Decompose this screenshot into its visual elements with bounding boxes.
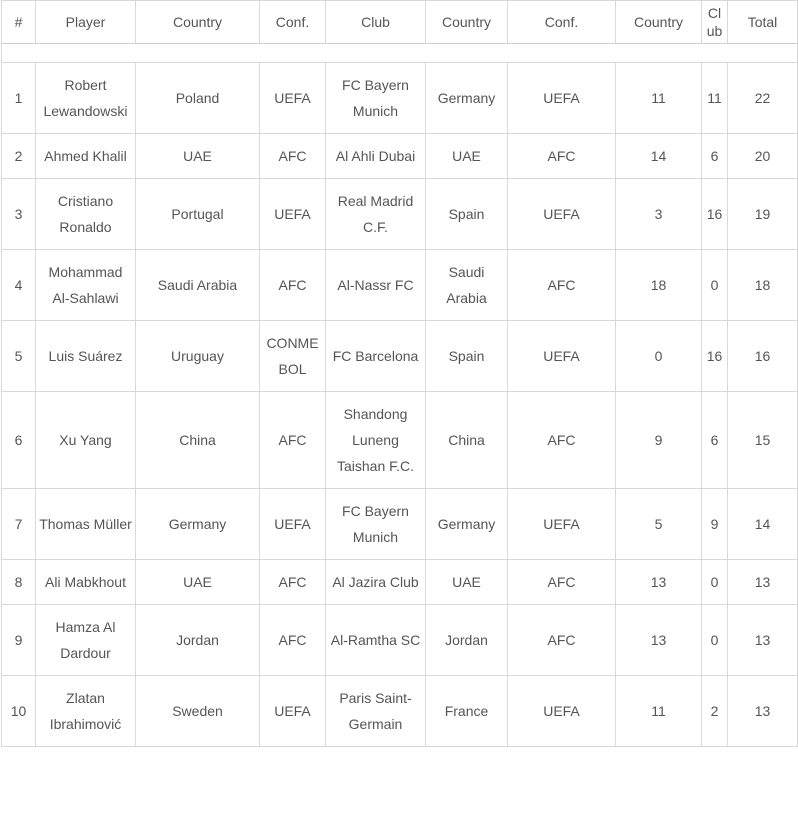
cell-club: Al-Nassr FC [326, 250, 426, 321]
cell-country: Uruguay [136, 321, 260, 392]
spacer-row [2, 44, 798, 63]
cell-player: Cristiano Ronaldo [36, 179, 136, 250]
cell-conf: UEFA [260, 63, 326, 134]
cell-total: 18 [728, 250, 798, 321]
header-row [2, 1, 798, 44]
table-header [2, 1, 798, 44]
table-body [2, 44, 798, 747]
table-row [2, 605, 798, 676]
cell-player: Hamza Al Dardour [36, 605, 136, 676]
cell-club: FC Bayern Munich [326, 489, 426, 560]
cell-club-conf: UEFA [508, 63, 616, 134]
cell-club-conf: UEFA [508, 179, 616, 250]
header-club-country: Country [426, 1, 508, 44]
cell-goals-club: 0 [702, 250, 728, 321]
table-row [2, 250, 798, 321]
cell-club: FC Barcelona [326, 321, 426, 392]
cell-country: China [136, 392, 260, 489]
header-country: Country [136, 1, 260, 44]
cell-goals-country: 14 [616, 134, 702, 179]
cell-conf: AFC [260, 605, 326, 676]
cell-club-country: France [426, 676, 508, 747]
cell-goals-club: 0 [702, 605, 728, 676]
cell-club-country: Spain [426, 179, 508, 250]
cell-club-conf: AFC [508, 250, 616, 321]
header-rank: # [2, 1, 36, 44]
cell-club-conf: AFC [508, 134, 616, 179]
cell-country: UAE [136, 134, 260, 179]
table-row [2, 560, 798, 605]
cell-club-country: Germany [426, 489, 508, 560]
cell-club: Al Ahli Dubai [326, 134, 426, 179]
cell-player: Ahmed Khalil [36, 134, 136, 179]
cell-goals-country: 9 [616, 392, 702, 489]
cell-rank: 2 [2, 134, 36, 179]
cell-player: Ali Mabkhout [36, 560, 136, 605]
cell-rank: 4 [2, 250, 36, 321]
cell-goals-country: 13 [616, 560, 702, 605]
cell-goals-club: 6 [702, 134, 728, 179]
cell-player: Mohammad Al-Sahlawi [36, 250, 136, 321]
cell-player: Robert Lewandowski [36, 63, 136, 134]
cell-rank: 7 [2, 489, 36, 560]
cell-club: Paris Saint-Germain [326, 676, 426, 747]
table-row [2, 489, 798, 560]
cell-conf: UEFA [260, 179, 326, 250]
table-row [2, 63, 798, 134]
header-club: Club [326, 1, 426, 44]
cell-club-conf: UEFA [508, 676, 616, 747]
cell-goals-country: 11 [616, 63, 702, 134]
cell-player: Zlatan Ibrahimović [36, 676, 136, 747]
cell-total: 20 [728, 134, 798, 179]
top-scorers-table [1, 0, 798, 747]
cell-club-conf: AFC [508, 560, 616, 605]
header-total: Total [728, 1, 798, 44]
table-row [2, 179, 798, 250]
cell-club-country: Saudi Arabia [426, 250, 508, 321]
cell-conf: AFC [260, 392, 326, 489]
cell-country: Jordan [136, 605, 260, 676]
cell-club: Shandong Luneng Taishan F.C. [326, 392, 426, 489]
cell-goals-country: 18 [616, 250, 702, 321]
cell-club-conf: UEFA [508, 321, 616, 392]
table-row [2, 134, 798, 179]
cell-total: 14 [728, 489, 798, 560]
cell-goals-club: 11 [702, 63, 728, 134]
cell-club-country: Germany [426, 63, 508, 134]
cell-club-country: UAE [426, 134, 508, 179]
cell-goals-country: 13 [616, 605, 702, 676]
cell-country: Germany [136, 489, 260, 560]
header-club-conf: Conf. [508, 1, 616, 44]
cell-rank: 8 [2, 560, 36, 605]
header-player: Player [36, 1, 136, 44]
cell-rank: 9 [2, 605, 36, 676]
cell-total: 16 [728, 321, 798, 392]
cell-rank: 1 [2, 63, 36, 134]
cell-goals-country: 5 [616, 489, 702, 560]
cell-club-conf: AFC [508, 392, 616, 489]
cell-club: FC Bayern Munich [326, 63, 426, 134]
spacer-cell [2, 44, 798, 63]
cell-total: 13 [728, 605, 798, 676]
cell-player: Xu Yang [36, 392, 136, 489]
header-conf: Conf. [260, 1, 326, 44]
cell-goals-country: 3 [616, 179, 702, 250]
cell-goals-club: 0 [702, 560, 728, 605]
cell-club-conf: AFC [508, 605, 616, 676]
cell-country: UAE [136, 560, 260, 605]
cell-goals-country: 0 [616, 321, 702, 392]
cell-club-country: Spain [426, 321, 508, 392]
cell-player: Luis Suárez [36, 321, 136, 392]
cell-conf: AFC [260, 250, 326, 321]
cell-goals-country: 11 [616, 676, 702, 747]
cell-country: Portugal [136, 179, 260, 250]
cell-club: Real Madrid C.F. [326, 179, 426, 250]
cell-club-country: Jordan [426, 605, 508, 676]
cell-conf: AFC [260, 134, 326, 179]
cell-rank: 10 [2, 676, 36, 747]
cell-goals-club: 9 [702, 489, 728, 560]
header-goals-country: Country [616, 1, 702, 44]
cell-country: Poland [136, 63, 260, 134]
cell-club: Al-Ramtha SC [326, 605, 426, 676]
cell-club: Al Jazira Club [326, 560, 426, 605]
cell-total: 13 [728, 676, 798, 747]
cell-country: Sweden [136, 676, 260, 747]
cell-conf: CONMEBOL [260, 321, 326, 392]
cell-player: Thomas Müller [36, 489, 136, 560]
cell-club-country: UAE [426, 560, 508, 605]
cell-rank: 5 [2, 321, 36, 392]
cell-country: Saudi Arabia [136, 250, 260, 321]
cell-club-country: China [426, 392, 508, 489]
cell-goals-club: 2 [702, 676, 728, 747]
table-row [2, 392, 798, 489]
cell-total: 22 [728, 63, 798, 134]
header-goals-club: Club [702, 1, 728, 44]
cell-rank: 6 [2, 392, 36, 489]
cell-conf: UEFA [260, 676, 326, 747]
cell-conf: AFC [260, 560, 326, 605]
table-row [2, 676, 798, 747]
cell-total: 13 [728, 560, 798, 605]
cell-total: 15 [728, 392, 798, 489]
cell-goals-club: 6 [702, 392, 728, 489]
cell-conf: UEFA [260, 489, 326, 560]
table-row [2, 321, 798, 392]
cell-goals-club: 16 [702, 179, 728, 250]
cell-total: 19 [728, 179, 798, 250]
cell-goals-club: 16 [702, 321, 728, 392]
cell-rank: 3 [2, 179, 36, 250]
cell-club-conf: UEFA [508, 489, 616, 560]
